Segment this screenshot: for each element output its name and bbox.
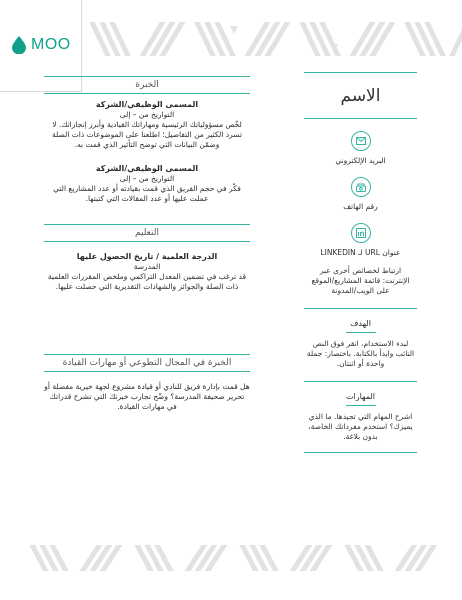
logo-text: MOO: [31, 36, 71, 53]
education-entry: [44, 252, 250, 292]
main-column: [44, 76, 250, 412]
email-icon: [351, 131, 371, 151]
job-entry: [44, 164, 250, 204]
decorative-pattern-bottom: [0, 545, 462, 571]
education-heading: التعليم: [44, 224, 250, 242]
job-dates: التواريخ من – إلى: [119, 174, 175, 183]
job-description: لخّص مسؤولياتك الرئيسية ومهاراتك القيادية وأبرز إنجازاتك. لا تسرد الكثير من التفاصيل؛ اطلعنا على الموضوعات ذات الصلة وضمّن البيانات التي توضح التأثير الذي قمت به.: [51, 120, 243, 149]
skills-heading: المهارات: [345, 392, 376, 401]
objective-text: لبدء الاستخدام، انقر فوق النص النائب وابدأ بالكتابة. باختصار: جملة واحدة أو اثنتان.: [306, 339, 415, 368]
job-dates: التواريخ من – إلى: [119, 110, 175, 119]
volunteer-heading: الخبرة في المجال التطوعي أو مهارات القيادة: [44, 354, 250, 372]
linkedin-label: عنوان URL لـ LINKEDIN: [320, 248, 401, 257]
name-heading: الاسم: [340, 86, 381, 106]
experience-heading: الخبرة: [44, 76, 250, 94]
education-description: قد ترغب في تضمين المعدل التراكمي وملخص المقررات العلمية ذات الصلة والجوائز والشهادات التقديرية التي حصلت عليها.: [47, 272, 247, 291]
phone-icon: [351, 177, 371, 197]
job-title: المسمى الوظيفي/الشركة: [95, 100, 199, 109]
volunteer-description: هل قمت بإدارة فريق للنادي أو قيادة مشروع لجهة خيرية مفضلة أو تحرير صحيفة المدرسة؟ وضّح تجارب خبرتك التي تشرح قدراتك في مهارات القيادة.: [44, 382, 250, 411]
linkedin-icon: [351, 223, 371, 243]
degree-title: الدرجة العلمية / تاريخ الحصول عليها: [76, 252, 218, 261]
job-description: فكّر في حجم الفريق الذي قمت بقيادته أو عدد المشاريع التي عملت عليها أو عدد المقالات التي كتبتها.: [53, 184, 241, 203]
job-entry: [44, 100, 250, 150]
school-name: المدرسة: [133, 262, 161, 271]
job-title: المسمى الوظيفي/الشركة: [95, 164, 199, 173]
phone-label: رقم الهاتف: [343, 202, 378, 211]
sidebar: [304, 72, 417, 453]
skills-text: اشرح المهام التي تجيدها. ما الذي يميزك؟ استخدم مفرداتك الخاصة، بدون بلاغة.: [308, 412, 413, 441]
droplet-icon: [12, 36, 26, 54]
links-note: ارتباط لخصائص أخرى عبر الإنترنت: قائمة المشاريع/الموقع على الويب/المدونة: [311, 266, 410, 295]
objective-heading: الهدف: [350, 319, 371, 328]
email-label: البريد الإلكتروني: [335, 156, 386, 165]
